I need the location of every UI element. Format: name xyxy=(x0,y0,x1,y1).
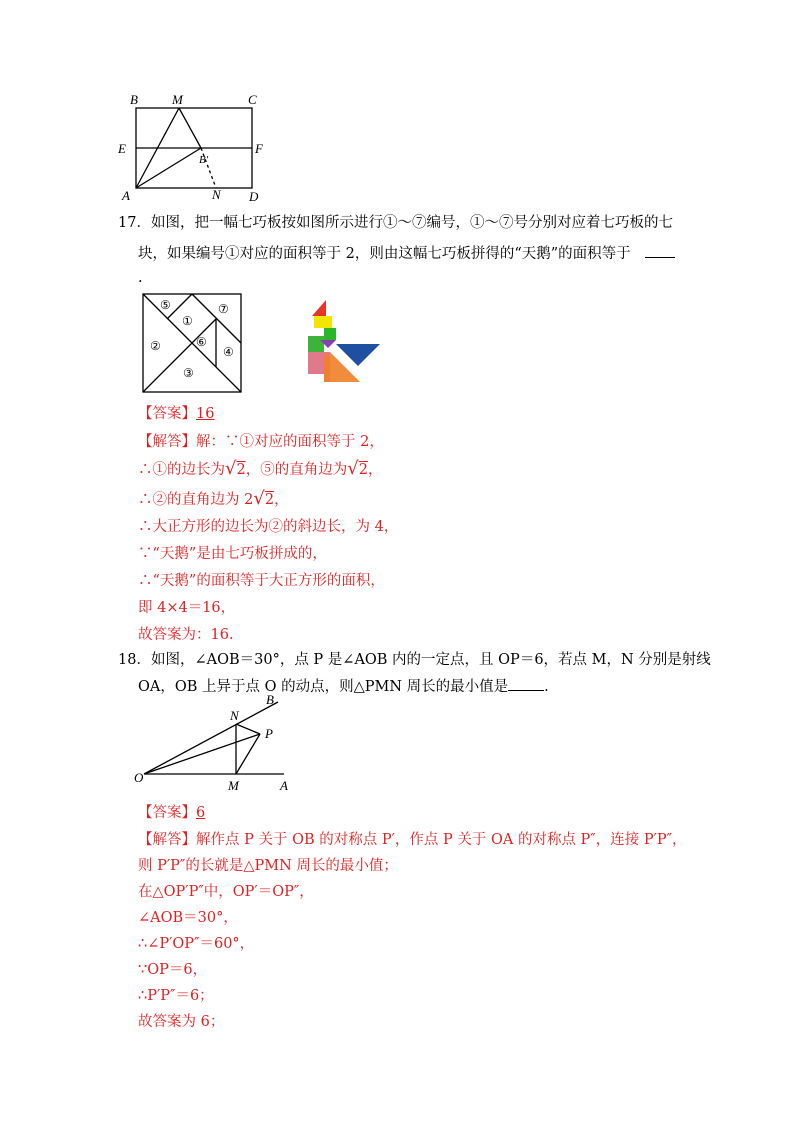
sqrt-value: 2 xyxy=(264,492,275,508)
answer-blank xyxy=(508,676,544,691)
tangram-label-1: ① xyxy=(182,314,193,328)
tangram-label-6: ⑥ xyxy=(196,335,207,349)
q18-sol7: ∴P′P″＝6； xyxy=(138,988,214,1004)
solution-tag: 【解答】 xyxy=(138,434,196,450)
swan-neck-green xyxy=(324,328,336,340)
q17-sol7: 即 4×4＝16， xyxy=(138,600,236,616)
label-o: O xyxy=(134,770,144,785)
q17-sol4: ∴大正方形的边长为②的斜边长，为 4， xyxy=(138,519,399,535)
answer-blank xyxy=(645,243,675,258)
swan-neck-lower xyxy=(308,336,324,352)
q18-sol6: ∵OP＝6， xyxy=(138,962,208,978)
q17-sol1 xyxy=(138,432,384,452)
swan-tangram-figure xyxy=(300,296,384,386)
sqrt-value: 2 xyxy=(358,462,368,478)
label-d: D xyxy=(249,189,259,204)
label-n: N xyxy=(230,708,239,723)
sol2-part-a: ∴①的边长为 xyxy=(138,462,225,478)
label-b: B xyxy=(266,692,274,707)
sqrt-value: 2 xyxy=(236,462,246,478)
q17-sol3 xyxy=(138,489,289,510)
q18-answer-line xyxy=(138,803,205,823)
solution-text: 解：∵①对应的面积等于 2， xyxy=(196,434,384,450)
q18-sol4: ∠AOB＝30°， xyxy=(138,910,238,926)
label-b: B xyxy=(130,92,138,107)
segment-pm xyxy=(236,734,260,774)
label-a: A xyxy=(122,188,130,203)
q18-sol8: 故答案为 6； xyxy=(138,1014,225,1030)
tangram-label-7: ⑦ xyxy=(218,302,229,316)
sol2-part-c: ， xyxy=(367,462,383,478)
answer-tag: 【答案】 xyxy=(138,406,196,422)
q17-answer-line xyxy=(138,404,214,424)
line-mb xyxy=(179,108,201,148)
label-e: E xyxy=(118,141,126,156)
swan-wing-blue xyxy=(336,344,380,366)
answer-value: 6 xyxy=(196,805,206,821)
answer-tag: 【答案】 xyxy=(138,805,196,821)
solution-text: 解作点 P 关于 OB 的对称点 P′，作点 P 关于 OA 的对称点 P″，连接 P′P″， xyxy=(196,832,687,848)
q17-line3: . xyxy=(138,270,143,286)
q17-sol2 xyxy=(138,459,382,480)
segment-op xyxy=(144,734,260,774)
q18-sol1 xyxy=(138,830,687,850)
sol2-part-b: ，⑤的直角边为 xyxy=(245,462,348,478)
swan-beak-red xyxy=(312,300,326,316)
label-m: M xyxy=(228,778,239,793)
q17-sol6: ∴“天鹅”的面积等于大正方形的面积， xyxy=(138,573,385,589)
q17-line2-text: 块，如果编号①对应的面积等于 2，则由这幅七巧板拼得的“天鹅”的面积等于 xyxy=(138,246,631,262)
q18-line2-period: . xyxy=(544,679,549,695)
q18-sol3: 在△OP′P″中，OP′＝OP″， xyxy=(138,884,314,900)
label-f: F xyxy=(255,141,263,156)
tangram-label-2: ② xyxy=(150,339,161,353)
label-c: C xyxy=(248,92,257,107)
q18-line2-text: OA，OB 上异于点 O 的动点，则△PMN 周长的最小值是 xyxy=(138,679,509,695)
q17-line1: 17．如图，把一幅七巧板按如图所示进行①～⑦编号，①～⑦号分别对应着七巧板的七 xyxy=(118,215,673,231)
q18-line1: 18．如图，∠AOB＝30°，点 P 是∠AOB 内的一定点，且 OP＝6，若点 M，N 分别是射线 xyxy=(118,652,711,668)
label-n: N xyxy=(212,187,221,202)
answer-value: 16 xyxy=(196,406,215,422)
q18-sol2: 则 P′P″的长就是△PMN 周长的最小值； xyxy=(138,858,398,874)
label-p: P xyxy=(265,726,273,741)
sol3-part-b: ， xyxy=(274,492,289,508)
q17-line2 xyxy=(138,243,675,264)
label-a: A xyxy=(280,778,288,793)
q17-sol8: 故答案为：16. xyxy=(138,627,234,643)
tangram-label-3: ③ xyxy=(183,366,194,380)
sqrt-symbol: √ xyxy=(347,458,359,479)
segment-np xyxy=(236,724,260,734)
swan-head-yellow xyxy=(314,316,332,328)
sol3-part-a: ∴②的直角边为 2 xyxy=(138,492,254,508)
tangram-square-figure xyxy=(140,292,246,396)
tangram-label-4: ④ xyxy=(223,345,234,359)
line-ab xyxy=(136,148,201,188)
label-b-prime: B′ xyxy=(199,154,209,166)
q17-sol5: ∵“天鹅”是由七巧板拼成的， xyxy=(138,546,327,562)
tangram-label-5: ⑤ xyxy=(160,298,171,312)
angle-aob-figure xyxy=(132,692,302,796)
sqrt-symbol: √ xyxy=(253,488,265,509)
label-m: M xyxy=(172,92,183,107)
q18-sol5: ∴∠P′OP″＝60°， xyxy=(138,936,255,952)
solution-tag: 【解答】 xyxy=(138,832,196,848)
rectangle-fold-figure xyxy=(112,90,272,205)
sqrt-symbol: √ xyxy=(225,458,237,479)
